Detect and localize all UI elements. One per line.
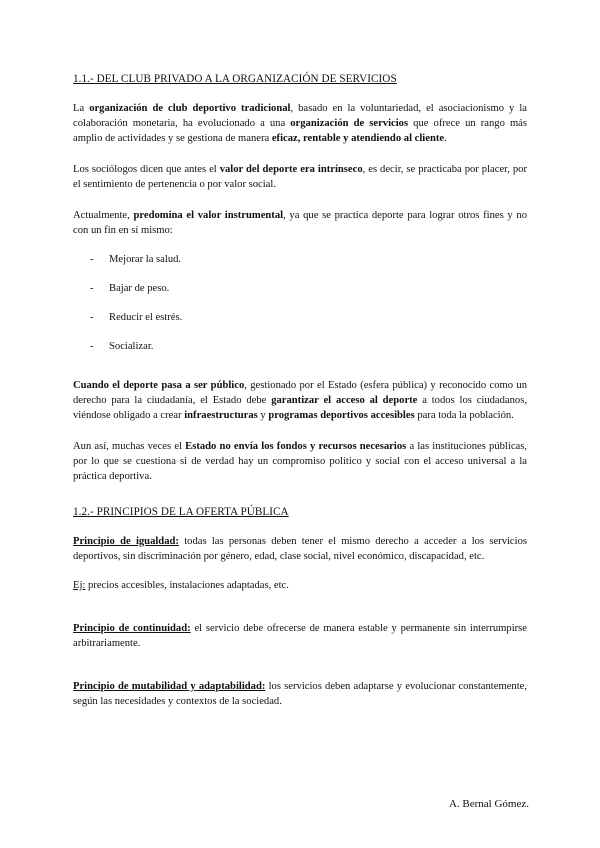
text: y — [257, 410, 269, 421]
list-item — [73, 310, 527, 339]
bold-text: programas deportivos accesibles — [268, 410, 415, 421]
text: a todos los ciudadanos, viéndose obligado a crear — [73, 395, 527, 421]
text: el servicio debe ofrecerse de manera estable y permanente sin interrumpirse arbitrariamente. — [73, 623, 527, 649]
text: Actualmente, — [73, 210, 134, 221]
text: , es decir, se practicaba por placer, por el sentimiento de pertenencia o por valor social. — [73, 164, 527, 190]
paragraph-funding — [73, 439, 527, 484]
paragraph-sociologists — [73, 162, 527, 192]
paragraph-example — [73, 578, 527, 593]
paragraph-equality — [73, 534, 527, 564]
bold-text: garantizar el acceso al deporte — [271, 395, 418, 406]
document-page — [73, 62, 527, 709]
text: , ya que se practica deporte para lograr otros fines y no con un fin en sí mismo: — [73, 210, 527, 236]
text: que ofrece un rango más amplio de actividades y se gestiona de manera — [73, 118, 528, 144]
text: Aun así, muchas veces el — [73, 441, 186, 452]
text: a las instituciones públicas, por lo que se cuestiona si de verdad hay un compromiso político y social con el acceso universal a la práctica deportiva. — [73, 441, 527, 482]
text: para toda la población. — [414, 410, 514, 421]
list-item — [73, 252, 527, 281]
bold-text: valor del deporte era intrínseco — [219, 164, 363, 175]
text: , gestionado por el Estado (esfera pública) y reconocido como un derecho para la ciudadanía, el Estado debe — [73, 380, 527, 406]
text: Los sociólogos dicen que antes el — [73, 164, 220, 175]
paragraph-continuity — [73, 621, 527, 651]
bold-text: infraestructuras — [184, 410, 258, 421]
bold-text: Estado no envía los fondos y recursos necesarios — [185, 441, 407, 452]
text: precios accesibles, instalaciones adaptadas, etc. — [85, 580, 289, 591]
list-item — [73, 281, 527, 310]
list-bullet: - — [90, 312, 94, 323]
list-item-text: Mejorar la salud. — [109, 254, 182, 265]
principle-title: Principio de igualdad: — [73, 536, 179, 547]
paragraph-club-evolution — [73, 101, 527, 146]
paragraph-mutability — [73, 679, 527, 709]
purposes-list — [73, 252, 527, 368]
bold-text: organización de club deportivo tradicional — [89, 103, 291, 114]
bold-text: Cuando el deporte pasa a ser público — [73, 380, 245, 391]
list-item-text: Bajar de peso. — [109, 283, 170, 294]
bold-text: predomina el valor instrumental — [133, 210, 284, 221]
list-item — [73, 339, 527, 368]
bold-text: organización de servicios — [290, 118, 409, 129]
author-footer: A. Bernal Gómez. — [448, 798, 529, 810]
list-item-text: Reducir el estrés. — [109, 312, 183, 323]
text: los servicios deben adaptarse y evolucionar constantemente, según las necesidades y contextos de la sociedad. — [73, 681, 527, 707]
text: La — [73, 103, 90, 114]
paragraph-instrumental-value — [73, 208, 527, 238]
principle-title: Principio de mutabilidad y adaptabilidad: — [73, 681, 266, 692]
bold-text: eficaz, rentable y atendiendo al cliente — [271, 133, 445, 144]
principle-title: Principio de continuidad: — [73, 623, 191, 634]
list-bullet: - — [90, 341, 94, 352]
list-item-text: Socializar. — [109, 341, 154, 352]
text: , basado en la voluntariedad, el asociacionismo y la colaboración monetaria, ha evolucionado a una — [73, 103, 527, 129]
section-heading-1: 1.1.- DEL CLUB PRIVADO A LA ORGANIZACIÓN DE SERVICIOS — [73, 73, 397, 85]
text: . — [444, 133, 447, 144]
paragraph-public-sport — [73, 378, 527, 423]
list-bullet: - — [90, 254, 94, 265]
example-label: Ej: — [73, 580, 86, 591]
text: todas las personas deben tener el mismo derecho a acceder a los servicios deportivos, sin discriminación por género, edad, clase social, nivel económico, discapacidad, etc. — [73, 536, 527, 562]
list-bullet: - — [90, 283, 94, 294]
section-heading-2: 1.2.- PRINCIPIOS DE LA OFERTA PÚBLICA — [73, 506, 289, 518]
